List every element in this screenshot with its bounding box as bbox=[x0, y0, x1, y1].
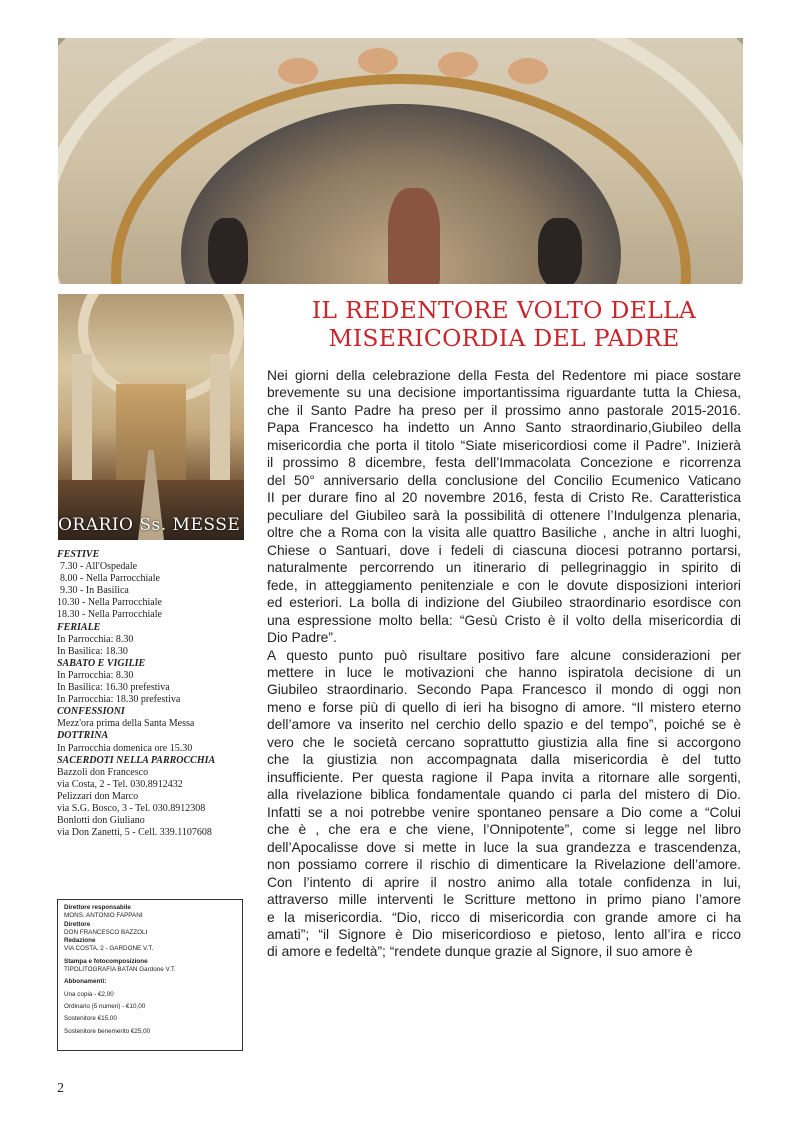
body-line: Giubileo straordinario. Secondo Papa Francesco il mondo di oggi non bbox=[267, 682, 741, 698]
schedule-row: 10.30 - Nella Parrocchiale bbox=[57, 597, 162, 609]
colophon-box bbox=[57, 899, 243, 1051]
schedule-row: In Parrocchia: 8.30 bbox=[57, 669, 134, 681]
title-line: IL REDENTORE VOLTO DELLA bbox=[311, 296, 697, 324]
body-line: Chiese o Santuari, dove i fedeli di ciascuna diocesi potranno portarsi, bbox=[267, 542, 741, 558]
body-line: ed esteriori. La bolla di indizione del Giubileo straordinario esordisce con bbox=[267, 595, 741, 611]
schedule-row: In Basilica: 16.30 prefestiva bbox=[57, 682, 170, 694]
colophon-value: Sostenitore €15,00 bbox=[64, 1015, 117, 1023]
body-line: peculiare del Giubileo sarà la possibilità di ottenere l’Indulgenza plenaria, bbox=[267, 507, 741, 523]
schedule-row: 7.30 - All'Ospedale bbox=[60, 561, 138, 573]
schedule-row: via Costa, 2 - Tel. 030.8912432 bbox=[57, 778, 183, 790]
article-body bbox=[267, 367, 741, 961]
body-line: una espressione molto bella: “Gesù Cristo è il volto della misericordia di bbox=[267, 612, 741, 628]
body-line: dell’amore va inserito nel cerchio dello spazio e del tempo”, poiché se è bbox=[267, 717, 741, 733]
body-line: Con l’intento di aprire il nostro animo alla totale confidenza in lui, bbox=[267, 874, 741, 890]
schedule-row: 8.00 - Nella Parrocchiale bbox=[60, 573, 160, 585]
colophon-value: TIPOLITOGRAFIA BATAN Gardone V.T. bbox=[64, 966, 176, 974]
body-line: oltre che a Roma con la visita alle quattro Basiliche , anche in altri luoghi, bbox=[267, 525, 741, 541]
body-line: II per durare fino al 20 novembre 2016, festa di Cristo Re. Caratteristica bbox=[267, 490, 741, 506]
schedule-row: 9.30 - In Basilica bbox=[60, 585, 129, 597]
schedule-row: In Parrocchia: 18.30 prefestiva bbox=[57, 694, 181, 706]
sacerdoti-heading: SACERDOTI NELLA PARROCCHIA bbox=[57, 754, 216, 766]
body-line: di amore e fedeltà”; “rendete dunque grazie al Signore, il suo amore è bbox=[267, 944, 693, 960]
colophon-label: Stampa e fotocomposizione bbox=[64, 957, 148, 965]
apse-fresco-image bbox=[58, 38, 743, 284]
body-line: alla rivelazione biblica fondamentale quando ci parla del mistero di Dio. bbox=[267, 787, 741, 803]
church-interior-image bbox=[58, 294, 244, 540]
body-line: che il Santo Padre ha preso per il prossimo anno pastorale 2015-2016. bbox=[267, 402, 741, 418]
body-line: che è , che era e che viene, l’Onnipotente”, come si legge nel libro bbox=[267, 822, 741, 838]
body-line: attraverso mille interventi le Scritture mettono in primo piano l’amore bbox=[267, 892, 741, 908]
schedule-row: 18.30 - Nella Parrocchiale bbox=[57, 609, 162, 621]
body-line: fede, in atteggiamento penitenziale e con le dovute disposizioni interiori bbox=[267, 577, 741, 593]
schedule-row: In Parrocchia domenica ore 15.30 bbox=[57, 742, 193, 754]
colophon-value: Sostenitore benemerito €25,00 bbox=[64, 1027, 151, 1035]
schedule-row: In Basilica: 18.30 bbox=[57, 645, 128, 657]
schedule-row: via Don Zanetti, 5 - Cell. 339.1107608 bbox=[57, 827, 212, 839]
dottrina-heading: DOTTRINA bbox=[57, 730, 109, 742]
body-line: insufficiente. Per questa ragione il Papa invita a ritornare alle sorgenti, bbox=[267, 769, 741, 785]
colophon-value: VIA COSTA, 2 - GARDONE V.T. bbox=[64, 945, 154, 953]
schedule-row: Bazzoli don Francesco bbox=[57, 766, 149, 778]
body-line: mettere in luce le motivazioni che hanno ispiratola decisione di un bbox=[267, 664, 741, 680]
body-line: amati”; “il Signore è Dio misericordioso e pietoso, lento all’ira e ricco bbox=[267, 927, 741, 942]
colophon-value: MONS. ANTONIO FAPPANI bbox=[64, 912, 143, 920]
colophon-label: Direttore responsabile bbox=[64, 904, 131, 911]
body-line: dell’Apocalisse dove si mette in luce la sua grandezza e trascendenza, bbox=[267, 839, 741, 855]
body-line: vero che le società cercano soprattutto giustizia alla fine si accorgono bbox=[267, 734, 741, 750]
body-line: misericordia che porta il titolo “Siate misericordiosi come il Padre”. Inizierà bbox=[267, 437, 741, 453]
feriale-heading: FERIALE bbox=[57, 621, 101, 633]
schedule-row: Bonlotti don Giuliano bbox=[57, 815, 145, 827]
colophon-value: Una copia - €2,00 bbox=[64, 990, 114, 998]
body-line: e la misericordia. “Dio, ricco di misericordia con grande amore ci ha bbox=[267, 909, 741, 925]
colophon-value: DON FRANCESCO BAZZOLI bbox=[64, 928, 148, 936]
body-line: Infatti se a noi potrebbe venire spontaneo pensare a Dio come a “Colui bbox=[267, 804, 741, 820]
colophon-label: Redazione bbox=[64, 937, 96, 945]
body-line: Papa Francesco ha indetto un Anno Santo straordinario,Giubileo della bbox=[267, 420, 741, 436]
confessioni-heading: CONFESSIONI bbox=[57, 706, 125, 718]
body-line: brevemente su una decisione importantissima riguardante tutta la Chiesa, bbox=[267, 385, 741, 401]
body-line: non possiamo correre il rischio di dimenticare la Rivelazione dell’amore. bbox=[267, 857, 741, 873]
body-line: Dio Padre”. bbox=[267, 630, 337, 646]
page-number: 2 bbox=[57, 1081, 64, 1096]
sabato-heading: SABATO E VIGILIE bbox=[57, 657, 146, 669]
body-line: A questo punto può risultare positivo fare alcune considerazioni per bbox=[267, 647, 741, 663]
schedule-row: via S.G. Bosco, 3 - Tel. 030.8912308 bbox=[57, 802, 206, 814]
schedule-row: Mezz'ora prima della Santa Messa bbox=[57, 718, 195, 730]
colophon-value: Ordinario (5 numeri) - €10,00 bbox=[64, 1002, 146, 1010]
body-line: del 50° anniversario della conclusione del Concilio Ecumenico Vaticano bbox=[267, 472, 741, 488]
article-title bbox=[264, 296, 744, 352]
schedule-row: Pelizzari don Marco bbox=[57, 790, 139, 802]
schedule-row: In Parrocchia: 8.30 bbox=[57, 633, 134, 645]
colophon-label: Direttore bbox=[64, 920, 91, 928]
body-line: Nei giorni della celebrazione della Festa del Redentore mi piace sostare bbox=[267, 368, 741, 383]
festive-heading: FESTIVE bbox=[57, 549, 100, 560]
mass-schedule bbox=[57, 549, 252, 839]
colophon-label: Abbonamenti: bbox=[64, 978, 107, 986]
mass-schedule-caption: ORARIO Ss. MESSE bbox=[58, 515, 241, 535]
body-line: naturalmente percorrendo un itinerario di pellegrinaggio in spirito di bbox=[267, 560, 741, 576]
body-line: meno e forse più di quello di ieri ha bisogno di amore. “Il mistero eterno bbox=[267, 699, 741, 715]
body-line: il prossimo 8 dicembre, festa dell’Immacolata Concezione e ricorrenza bbox=[267, 455, 741, 471]
title-line: MISERICORDIA DEL PADRE bbox=[328, 324, 680, 352]
body-line: che la giustizia non accompagnata dalla misericordia è del tutto bbox=[267, 752, 741, 768]
